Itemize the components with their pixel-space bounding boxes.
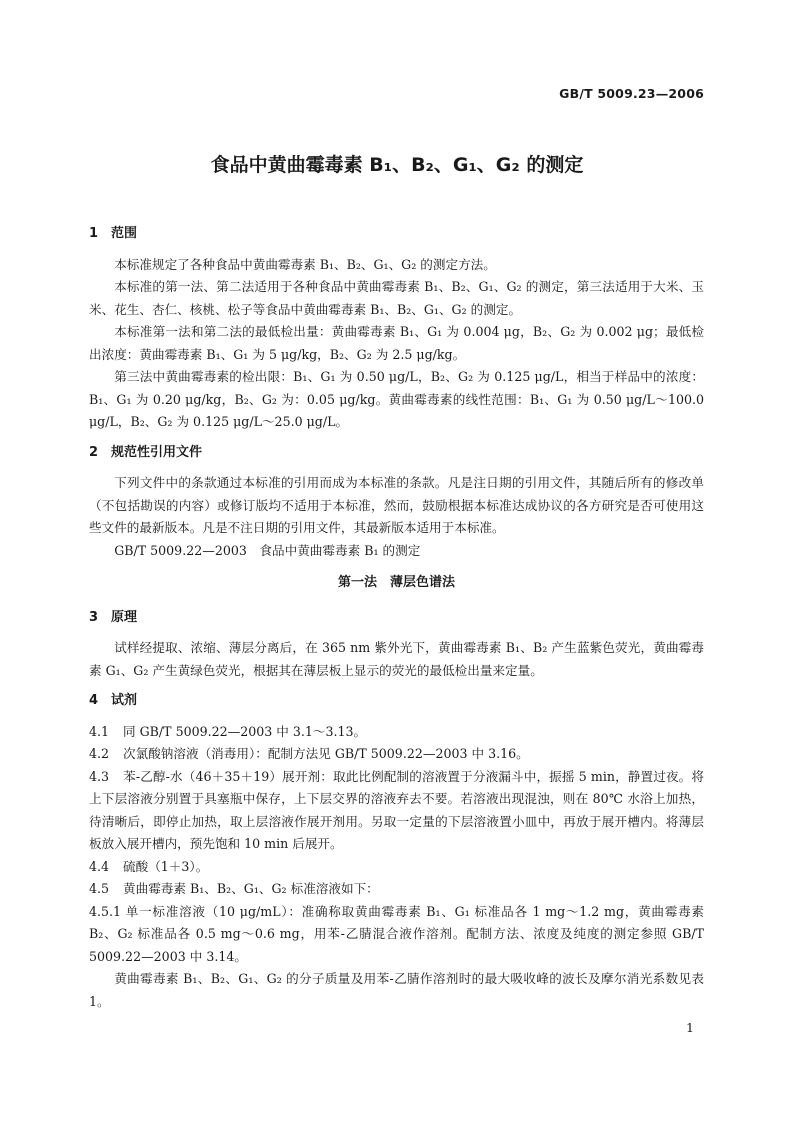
paragraph: 第三法中黄曲霉毒素的检出限：B₁、G₁ 为 0.50 μg/L，B₂、G₂ 为 0.125 μg/L，相当于样品中的浓度：B₁、G₁ 为 0.20 μg/kg，B₂、G₂ 为：0.05 μg/kg。黄曲霉毒素的线性范围：B₁、G₁ 为 0.50 μg/L～100.0 μg/L，B₂、G₂ 为 0.125 μg/L～25.0 μg/L。: [89, 369, 704, 429]
section-number: 4: [89, 693, 99, 708]
section-title: 原理: [111, 609, 138, 625]
section-heading: [89, 607, 704, 630]
clause-number: 4.2: [89, 746, 110, 761]
clause: [89, 856, 704, 879]
paragraph: 本标准第一法和第二法的最低检出量：黄曲霉毒素 B₁、G₁ 为 0.004 μg，B₂、G₂ 为 0.002 μg；最低检出浓度：黄曲霉毒素 B₁、G₁ 为 5 μg/kg，B₂、G₂ 为 2.5 μg/kg。: [89, 324, 704, 362]
section-number: 3: [89, 609, 99, 625]
normative-reference: GB/T 5009.22—2003 食品中黄曲霉毒素 B₁ 的测定: [114, 542, 421, 558]
paragraph: 本标准规定了各种食品中黄曲霉毒素 B₁、B₂、G₁、G₂ 的测定方法。: [114, 256, 496, 272]
clause-text: 苯-乙醇-水（46＋35＋19）展开剂：取此比例配制的溶液置于分液漏斗中，振摇 5 min，静置过夜。将上下层溶液分别置于具塞瓶中保存，上下层交界的溶液弃去不要。若溶液出现混浊，则在 80℃ 水浴上加热，待清晰后，即停止加热，取上层溶液作展开剂用。另取一定量的下层溶液置小皿中，再放于展开槽内。将薄层板放入展开槽内，预先饱和 10 min 后展开。: [89, 768, 704, 851]
page-title: 食品中黄曲霉毒素 B₁、B₂、G₁、G₂ 的测定: [210, 154, 584, 176]
clause: [89, 901, 704, 969]
section-title: 试剂: [111, 693, 138, 708]
clause-number: 4.1: [89, 723, 110, 739]
clause-text: 次氯酸钠溶液（消毒用）：配制方法见 GB/T 5009.22—2003 中 3.16。: [123, 746, 529, 761]
section-number: 2: [89, 444, 99, 460]
clause-text: 单一标准溶液（10 μg/mL）：准确称取黄曲霉毒素 B₁、G₁ 标准品各 1 mg～1.2 mg，黄曲霉毒素 B₂、G₂ 标准品各 0.5 mg～0.6 mg，用苯-乙腈混合液作溶剂。配制方法、浓度及纯度的测定参照 GB/T 5009.22—2003 中 3.14。: [89, 903, 704, 964]
clause: [89, 766, 704, 856]
document-body: [89, 215, 704, 1013]
clause-text: 黄曲霉毒素 B₁、B₂、G₁、G₂ 标准溶液如下：: [123, 881, 379, 896]
paragraph: 下列文件中的条款通过本标准的引用而成为本标准的条款。凡是注日期的引用文件，其随后所有的修改单（不包括勘误的内容）或修订版均不适用于本标准，然而，鼓励根据本标准达成协议的各方研究是否可使用这些文件的最新版本。凡是不注日期的引用文件，其最新版本适用于本标准。: [89, 475, 704, 535]
clause-number: 4.4: [89, 858, 110, 874]
clause-text: 硫酸（1＋3）。: [123, 858, 209, 874]
page-number: 1: [686, 1020, 694, 1035]
clause: [89, 721, 704, 744]
paragraph: 黄曲霉毒素 B₁、B₂、G₁、G₂ 的分子质量及用苯-乙腈作溶剂时的最大吸收峰的波长及摩尔消光系数见表 1。: [89, 971, 704, 1009]
standard-code: GB/T 5009.23—2006: [559, 86, 704, 101]
clause: [89, 878, 704, 901]
clause: [89, 743, 704, 766]
section-heading: [89, 223, 704, 246]
section-title: 范围: [111, 226, 138, 241]
section-heading: [89, 690, 704, 713]
clause-number: 4.5: [89, 881, 110, 896]
clause-number: 4.5.1: [89, 903, 122, 919]
paragraph: 试样经提取、浓缩、薄层分离后，在 365 nm 紫外光下，黄曲霉毒素 B₁、B₂ 产生蓝紫色荧光，黄曲霉毒素 G₁、G₂ 产生黄绿色荧光，根据其在薄层板上显示的荧光的最低检出量来定量。: [89, 640, 704, 678]
section-title: 规范性引用文件: [111, 444, 203, 460]
method-heading: 第一法 薄层色谱法: [337, 575, 455, 590]
clause-number: 4.3: [89, 768, 110, 784]
section-number: 1: [89, 226, 99, 241]
clause-text: 同 GB/T 5009.22—2003 中 3.1～3.13。: [123, 723, 367, 739]
paragraph: 本标准的第一法、第二法适用于各种食品中黄曲霉毒素 B₁、B₂、G₁、G₂ 的测定，第三法适用于大米、玉米、花生、杏仁、核桃、松子等食品中黄曲霉毒素 B₁、B₂、G₁、G₂ 的测定。: [89, 279, 704, 317]
section-heading: [89, 442, 704, 465]
